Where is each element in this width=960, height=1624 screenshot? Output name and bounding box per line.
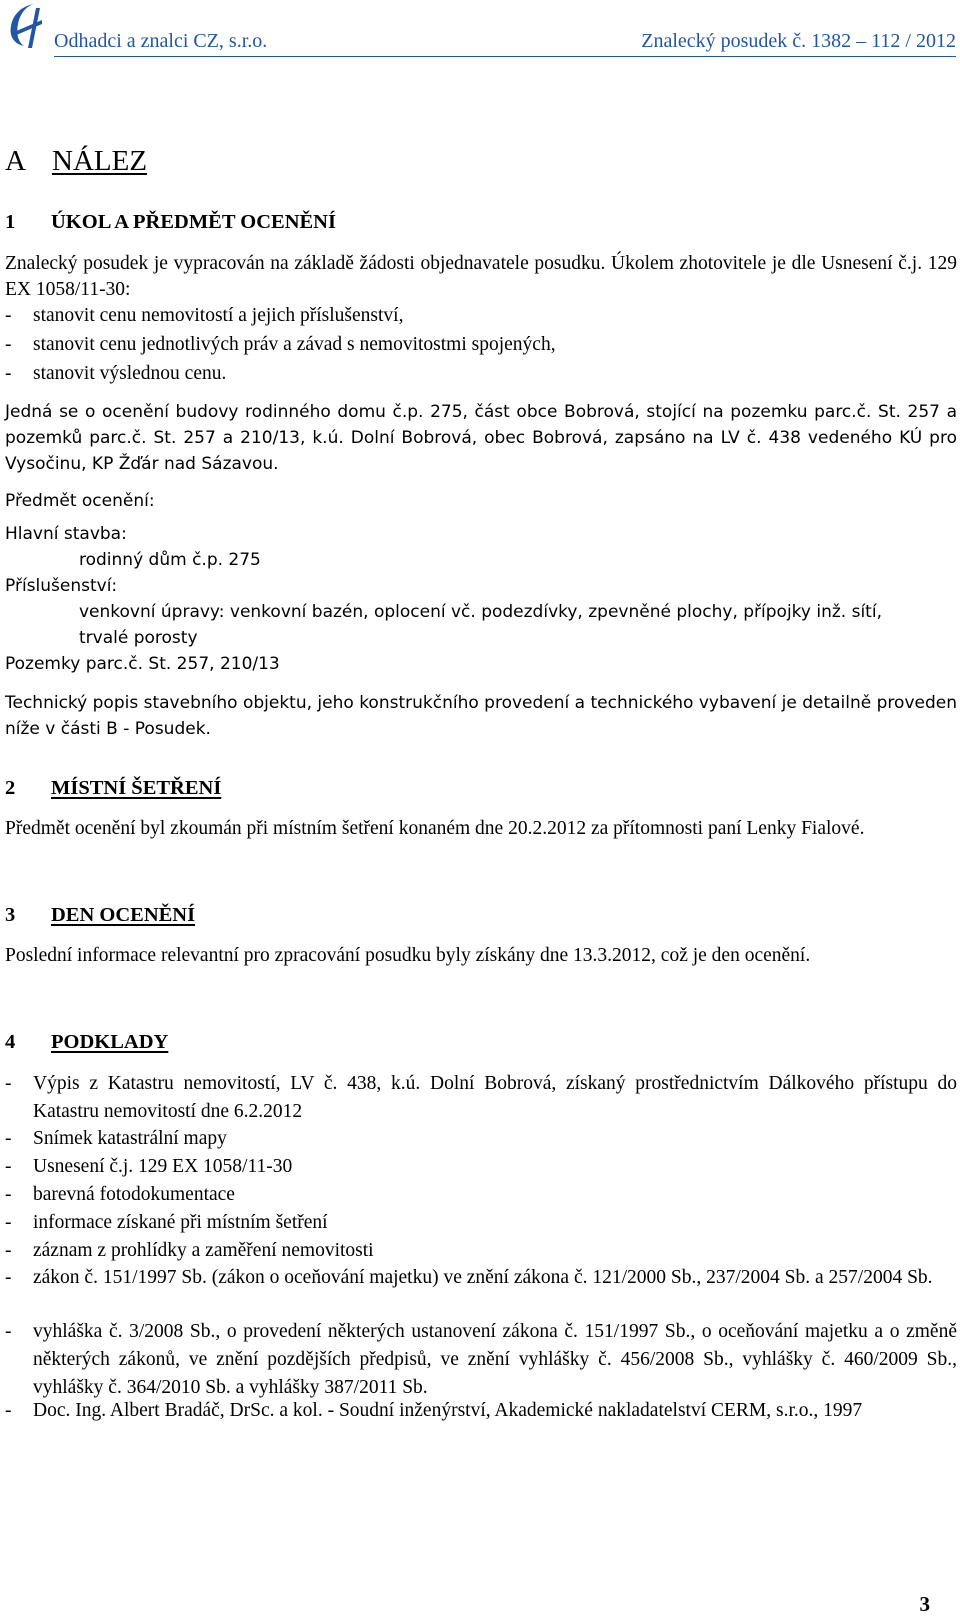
section-title: PODKLADY xyxy=(51,1031,169,1053)
source-item: - Výpis z Katastru nemovitostí, LV č. 438, k.ú. Dolní Bobrová, získaný prostřednictvím Dálkového přístupu do Katastru nemovitostí dne 6.2.2012 xyxy=(5,1073,957,1122)
task-item: - stanovit výslednou cenu. xyxy=(5,363,227,384)
chapter-number: A xyxy=(5,145,26,177)
land-parcels: Pozemky parc.č. St. 257, 210/13 xyxy=(5,654,280,674)
source-item: - Doc. Ing. Albert Bradáč, DrSc. a kol. - Soudní inženýrství, Akademické nakladatelství CERM, s.r.o., 1997 xyxy=(5,1400,863,1421)
source-item: - záznam z prohlídky a zaměření nemovitosti xyxy=(5,1240,374,1261)
section-number: 4 xyxy=(5,1031,16,1053)
section-number: 1 xyxy=(5,211,16,233)
section-title: ÚKOL A PŘEDMĚT OCENĚNÍ xyxy=(51,211,336,233)
main-building-label: Hlavní stavba: xyxy=(5,524,127,544)
source-item: - barevná fotodokumentace xyxy=(5,1184,235,1205)
company-logo-icon xyxy=(6,2,46,50)
page-number: 3 xyxy=(919,1592,930,1616)
header-report-number: Znalecký posudek č. 1382 – 112 / 2012 xyxy=(641,30,956,52)
s2-text: Předmět ocenění byl zkoumán při místním šetření konaném dne 20.2.2012 za přítomnosti paní Lenky Fialové. xyxy=(5,818,865,839)
page-header xyxy=(0,0,960,62)
source-item: - Usnesení č.j. 129 EX 1058/11-30 xyxy=(5,1156,293,1177)
section-number: 2 xyxy=(5,777,16,799)
section-heading-1 xyxy=(5,211,336,234)
subject-label: Předmět ocenění: xyxy=(5,491,155,511)
task-item: - stanovit cenu jednotlivých práv a závad s nemovitostmi spojených, xyxy=(5,334,556,355)
section-heading-2 xyxy=(5,777,221,800)
source-item: - vyhláška č. 3/2008 Sb., o provedení některých ustanovení zákona č. 151/1997 Sb., o oceňování majetku a o změně některých zákonů, ve znění pozdějších předpisů, ve znění vyhlášky č. 456/2008 Sb., vyhlášky č. 460/2009 Sb., vyhlášky č. 364/2010 Sb. a vyhlášky 387/2011 Sb. xyxy=(5,1321,957,1398)
chapter-title: NÁLEZ xyxy=(52,145,148,177)
s1-intro: Znalecký posudek je vypracován na základě žádosti objednavatele posudku. Úkolem zhotovitele je dle Usnesení č.j. 129 EX 1058/11-30: xyxy=(5,253,957,300)
section-heading-3 xyxy=(5,904,195,927)
source-item: - zákon č. 151/1997 Sb. (zákon o oceňování majetku) ve znění zákona č. 121/2000 Sb., 237/2004 Sb. a 257/2004 Sb. xyxy=(5,1267,933,1288)
accessories-label: Příslušenství: xyxy=(5,576,118,596)
source-item: - informace získané při místním šetření xyxy=(5,1212,328,1233)
chapter-heading xyxy=(5,145,147,178)
header-company: Odhadci a znalci CZ, s.r.o. xyxy=(54,30,268,52)
technical-description: Technický popis stavebního objektu, jeho konstrukčního provedení a technického vybavení je detailně proveden níže v části B - Posudek. xyxy=(5,693,957,739)
section-title: MÍSTNÍ ŠETŘENÍ xyxy=(51,777,222,799)
s1-description: Jedná se o ocenění budovy rodinného domu č.p. 275, část obce Bobrová, stojící na pozemku parc.č. St. 257 a pozemků parc.č. St. 257 a 210/13, k.ú. Dolní Bobrová, obec Bobrová, zapsáno na LV č. 438 vedeného KÚ pro Vysočinu, KP Žďár nad Sázavou. xyxy=(5,402,957,474)
s3-text: Poslední informace relevantní pro zpracování posudku byly získány dne 13.3.2012, což je den ocenění. xyxy=(5,945,811,966)
source-item: - Snímek katastrální mapy xyxy=(5,1128,227,1149)
main-building-item: rodinný dům č.p. 275 xyxy=(79,550,261,570)
section-number: 3 xyxy=(5,904,16,926)
section-title: DEN OCENĚNÍ xyxy=(51,904,196,926)
task-item: - stanovit cenu nemovitostí a jejich příslušenství, xyxy=(5,305,404,326)
header-divider xyxy=(54,56,956,57)
accessories-item: venkovní úpravy: venkovní bazén, oplocení vč. podezdívky, zpevněné plochy, přípojky inž. sítí, trvalé porosty xyxy=(79,602,882,648)
section-heading-4 xyxy=(5,1031,168,1054)
